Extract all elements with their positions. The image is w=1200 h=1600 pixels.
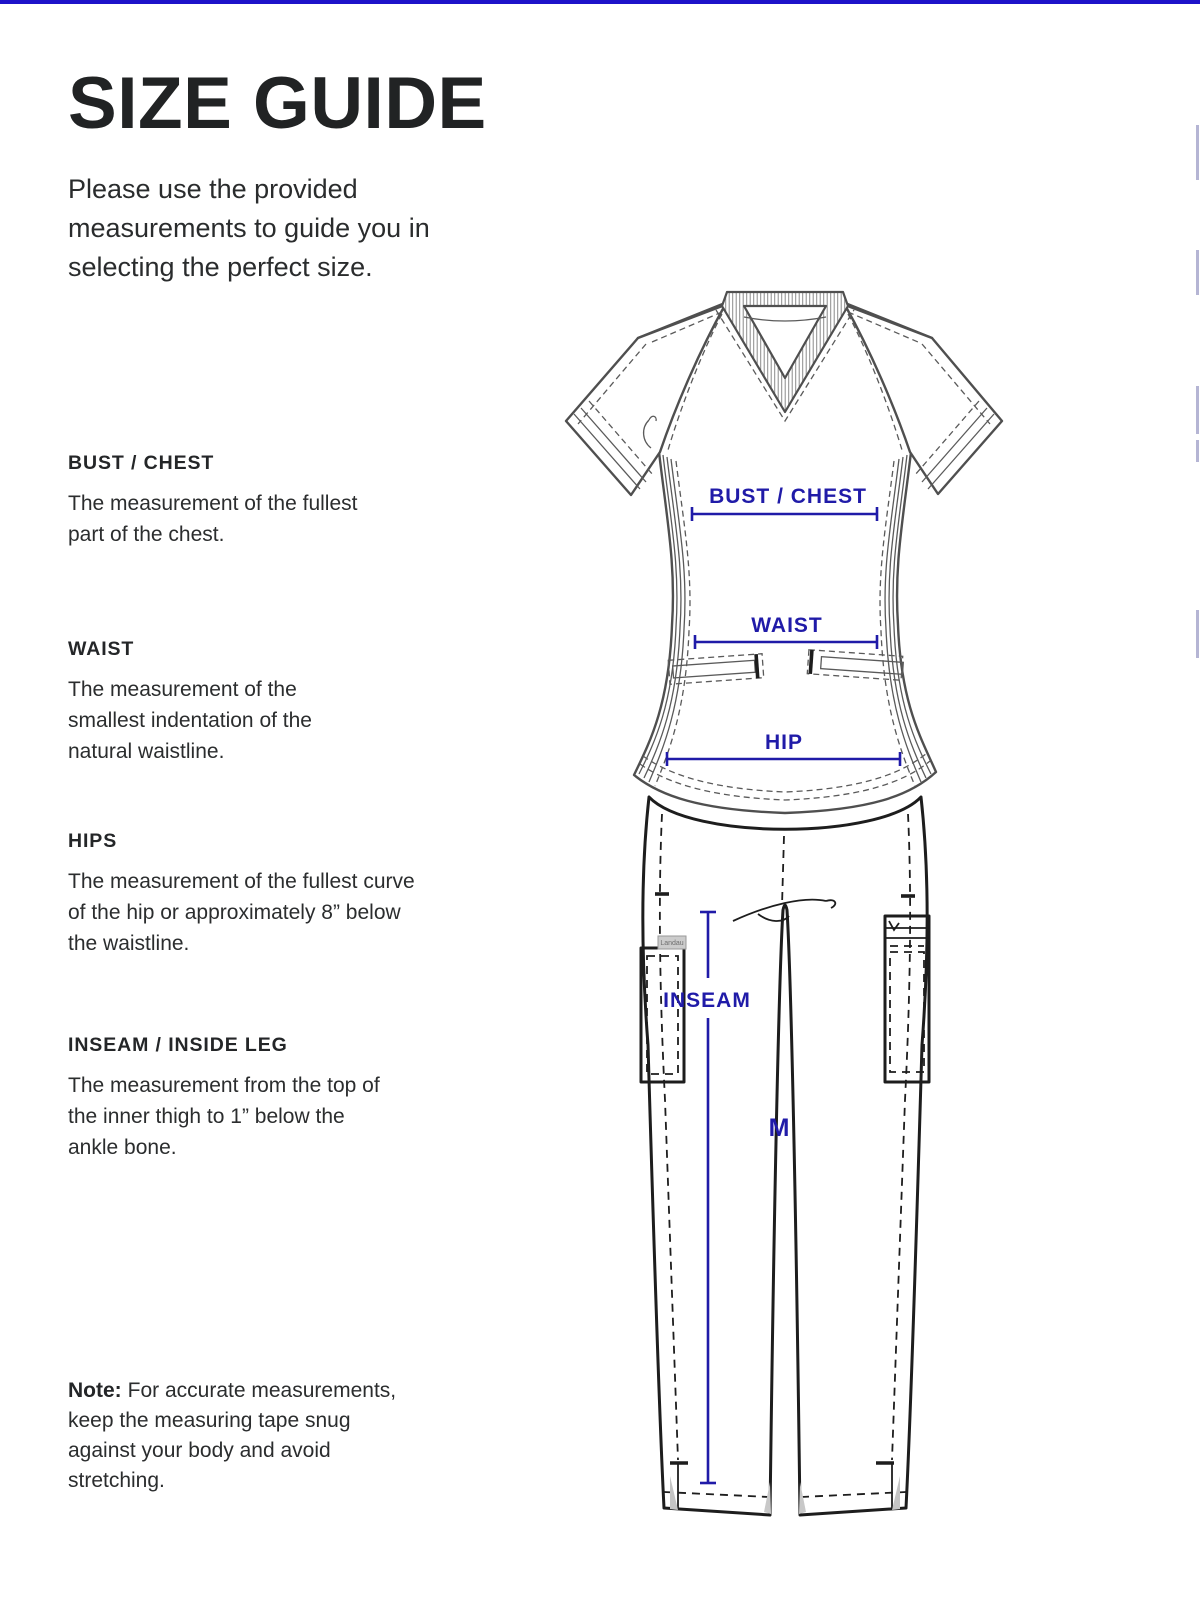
pocket-brand-tag-text: Landau — [660, 940, 684, 947]
section-waist-body: The measurement of the smallest indentation of the natural waistline. — [68, 678, 312, 763]
page-title: SIZE GUIDE — [68, 63, 487, 144]
section-inseam-heading: INSEAM / INSIDE LEG — [68, 1034, 288, 1056]
note-body: For accurate measurements, keep the measuring tape snug against your body and avoid stretching. — [68, 1379, 397, 1492]
size-letter-label: M — [768, 1114, 790, 1142]
drawstring — [733, 900, 826, 921]
edge-artifact-5 — [1196, 610, 1199, 658]
edge-artifact-4 — [1196, 440, 1199, 462]
section-hips-body: The measurement of the fullest curve of the hip or approximately 8” below the waistline. — [68, 870, 415, 955]
vent-shading-left — [670, 1476, 678, 1510]
section-waist-heading: WAIST — [68, 638, 135, 660]
section-bust-heading: BUST / CHEST — [68, 452, 215, 474]
section-bust-body: The measurement of the fullest part of the chest. — [68, 492, 358, 546]
waist-measure-label: WAIST — [751, 614, 823, 637]
bust-measure-label: BUST / CHEST — [709, 485, 867, 508]
vent-shading-inner-left — [764, 1482, 771, 1514]
intro-text: Please use the provided measurements to guide you in selecting the perfect size. — [68, 174, 430, 282]
scrub-pants-drawing — [641, 797, 929, 1515]
section-hips-heading: HIPS — [68, 830, 118, 852]
edge-artifact-2 — [1196, 250, 1199, 295]
vent-shading-inner-right — [799, 1482, 806, 1514]
pants-body — [643, 797, 927, 1515]
inseam-measure-label: INSEAM — [663, 989, 751, 1012]
vent-shading-right — [892, 1476, 900, 1510]
edge-artifact-1 — [1196, 125, 1199, 180]
section-inseam-body: The measurement from the top of the inner thigh to 1” below the ankle bone. — [68, 1074, 380, 1159]
edge-artifact-3 — [1196, 386, 1199, 434]
hip-measure-label: HIP — [764, 731, 804, 754]
note-label: Note: — [68, 1379, 122, 1402]
